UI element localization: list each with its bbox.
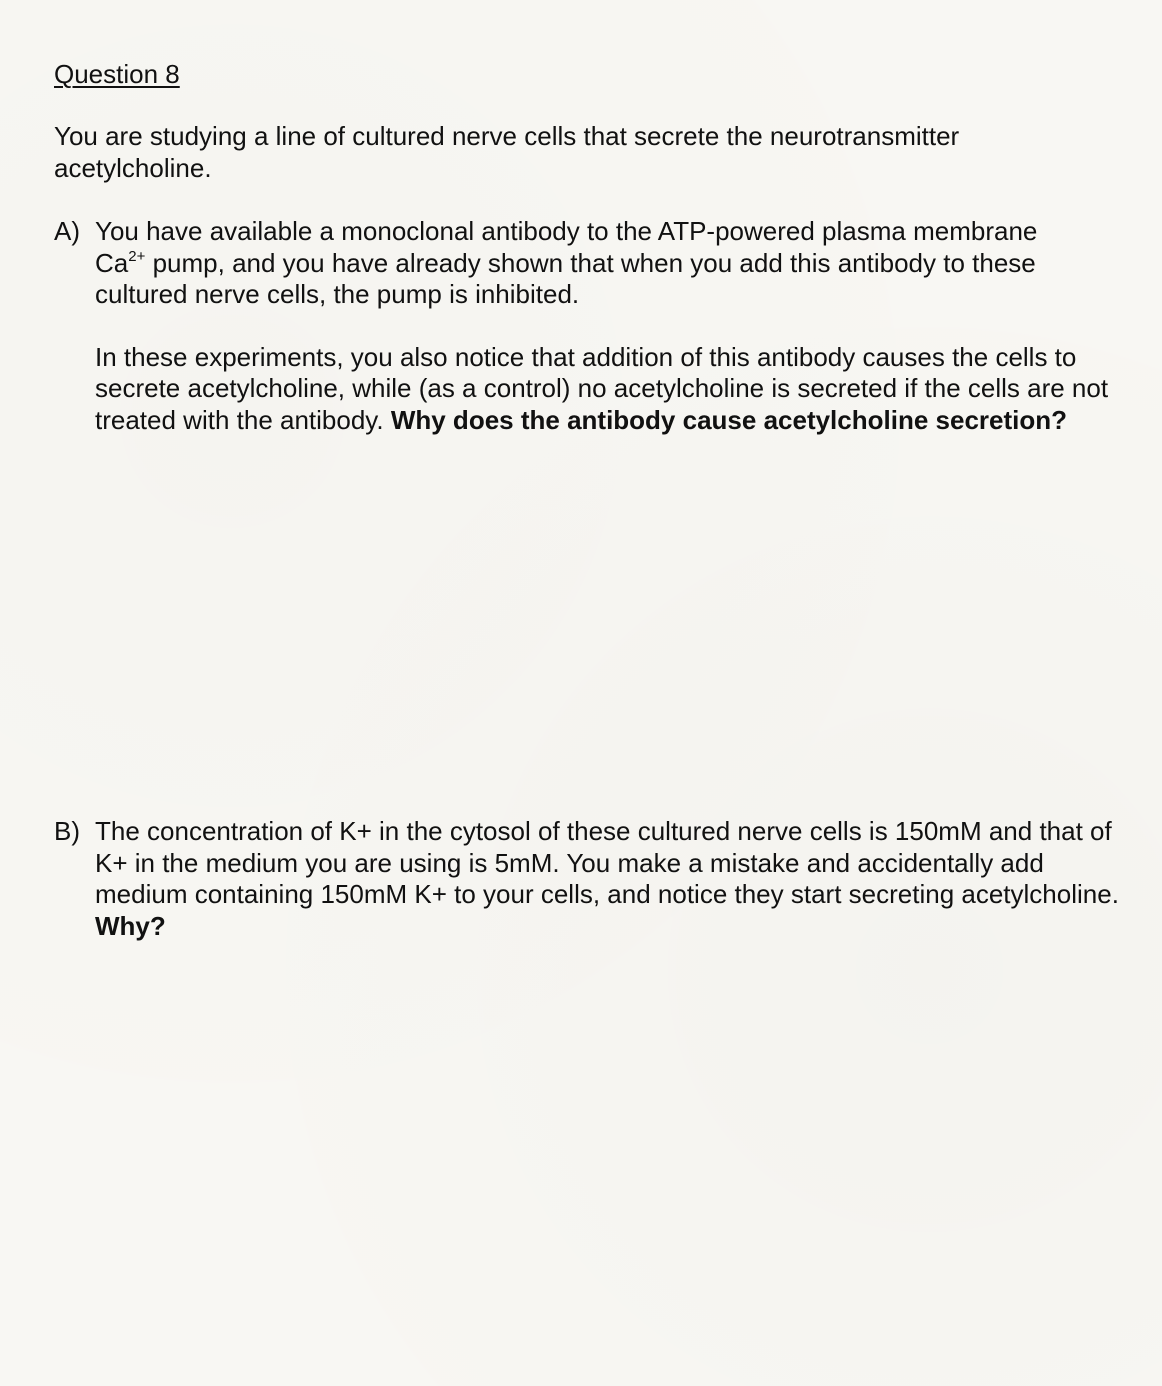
part-b-text: The concentration of K+ in the cytosol of these cultured nerve cells is 150mM and that of K+ in the medium you are using is 5mM. You make a mistake and accidentally add medium containing 150mM K+ to your cells, and notice they start secreting acetylcholine. (95, 816, 1119, 909)
part-b-body (95, 816, 1124, 942)
part-a-paragraph-1 (95, 216, 1124, 311)
question-intro: You are studying a line of cultured nerve cells that secrete the neurotransmitter acetylcholine. (54, 121, 960, 183)
part-a (54, 216, 1124, 436)
part-a-label: A) (54, 216, 80, 246)
part-a-p1-continuation: pump, and you have already shown that when you add this antibody to these cultured nerve cells, the pump is inhibited. (95, 247, 1036, 309)
part-a-paragraph-2 (95, 342, 1124, 437)
part-a-p2-text: In these experiments, you also notice that addition of this antibody causes the cells to secrete acetylcholine, while (as a control) no acetylcholine is secreted if the cells are not treated with the antibody. (95, 341, 1109, 435)
part-a-body (95, 216, 1124, 436)
part-b-label: B) (54, 816, 80, 846)
part-a-p1-text: You have available a monoclonal antibody to the ATP-powered plasma membrane (95, 216, 1038, 246)
calcium-ion: Ca (95, 247, 129, 278)
part-a-question: Why does the antibody cause acetylcholine secretion? (390, 404, 1068, 435)
question-title: Question 8 (54, 59, 180, 89)
calcium-charge: 2+ (128, 247, 146, 265)
part-b-question: Why? (95, 910, 166, 941)
part-b (54, 816, 1124, 942)
